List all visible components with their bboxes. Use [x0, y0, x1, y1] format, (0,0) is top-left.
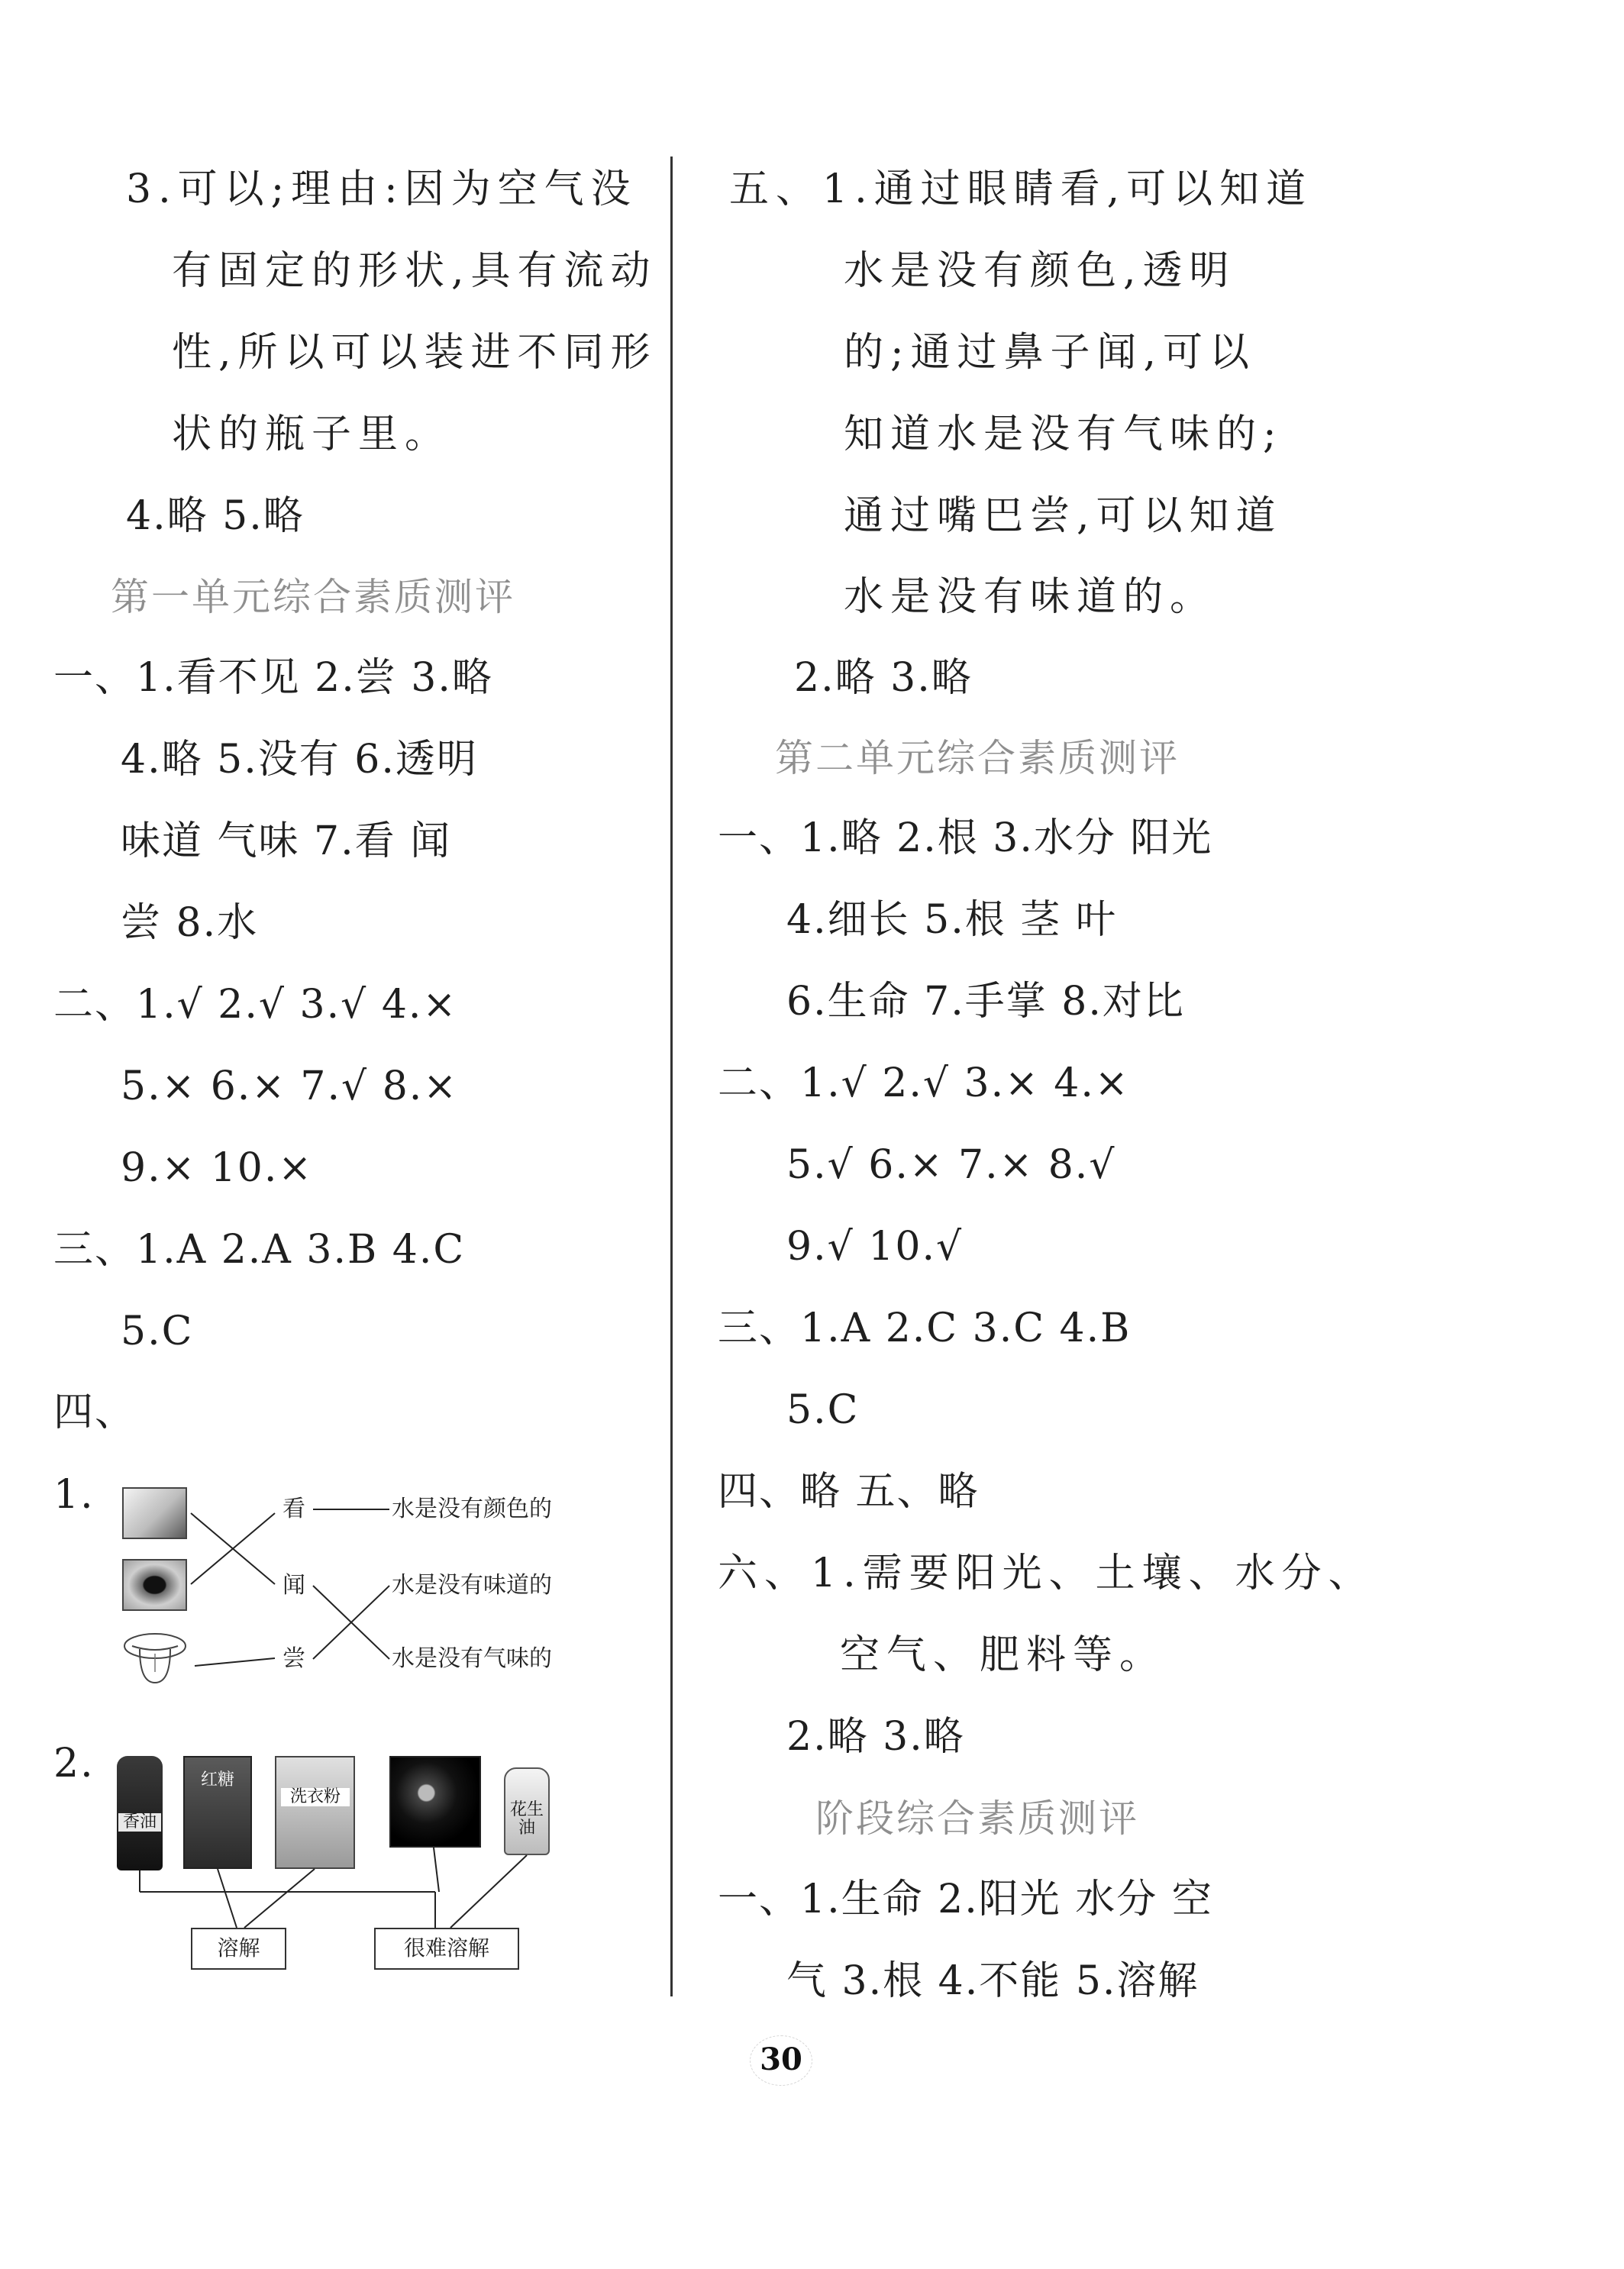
- right-line-2: 水是没有颜色,透明: [844, 248, 1236, 294]
- left-line-11: 二、1.√ 2.√ 3.√ 4.×: [53, 982, 458, 1028]
- right-line-6: 水是没有味道的。: [844, 574, 1217, 620]
- left-line-14: 三、1.A 2.A 3.B 4.C: [53, 1227, 466, 1273]
- left-line-13: 9.× 10.×: [121, 1145, 313, 1191]
- box-dissolve: 溶解: [191, 1928, 286, 1970]
- left-line-7: 一、1.看不见 2.尝 3.略: [53, 655, 493, 701]
- result-tasteless: 水是没有味道的: [392, 1572, 552, 1599]
- left-line-8: 4.略 5.没有 6.透明: [121, 737, 478, 783]
- right-line-18: 六、1.需要阳光、土壤、水分、: [718, 1551, 1375, 1596]
- right-line-14: 9.√ 10.√: [786, 1224, 964, 1270]
- result-colorless: 水是没有颜色的: [392, 1496, 552, 1522]
- right-line-9: 一、1.略 2.根 3.水分 阳光: [718, 815, 1213, 861]
- right-line-3: 的;通过鼻子闻,可以: [844, 330, 1257, 376]
- peanut-oil-label: 花生油: [510, 1800, 544, 1838]
- left-line-2: 有固定的形状,具有流动: [172, 248, 657, 294]
- section-heading-unit2: 第二单元综合素质测评: [775, 736, 1180, 780]
- left-line-16: 四、: [53, 1389, 137, 1435]
- brown-sugar-label: 红糖: [200, 1770, 234, 1790]
- right-line-20: 2.略 3.略: [786, 1714, 965, 1760]
- right-line-5: 通过嘴巴尝,可以知道: [844, 493, 1283, 539]
- right-line-4: 知道水是没有气味的;: [844, 412, 1283, 457]
- right-line-15: 三、1.A 2.C 3.C 4.B: [718, 1306, 1132, 1351]
- left-line-1: 3.可以;理由:因为空气没: [126, 166, 638, 212]
- right-line-23: 气 3.根 4.不能 5.溶解: [786, 1958, 1199, 2004]
- box-hard-to-dissolve: 很难溶解: [374, 1928, 519, 1970]
- page-number: 30: [739, 2029, 823, 2090]
- right-line-13: 5.√ 6.× 7.× 8.√: [786, 1142, 1116, 1188]
- section-heading-stage: 阶段综合素质测评: [815, 1796, 1139, 1841]
- section-heading-unit1: 第一单元综合素质测评: [111, 575, 515, 619]
- right-line-1: 五、1.通过眼睛看,可以知道: [729, 166, 1313, 212]
- left-line-4: 状的瓶子里。: [172, 412, 452, 457]
- right-line-19: 空气、肥料等。: [840, 1632, 1167, 1678]
- right-line-16: 5.C: [786, 1387, 860, 1433]
- figure1-number: 1.: [53, 1472, 95, 1518]
- left-line-5: 4.略 5.略: [126, 493, 305, 539]
- action-look: 看: [283, 1496, 305, 1522]
- left-line-3: 性,所以可以装进不同形: [172, 330, 657, 376]
- left-line-10: 尝 8.水: [121, 900, 259, 946]
- action-taste: 尝: [283, 1645, 305, 1672]
- right-line-11: 6.生命 7.手掌 8.对比: [786, 979, 1185, 1025]
- right-line-17: 四、略 五、略: [718, 1469, 980, 1515]
- result-odorless: 水是没有气味的: [392, 1645, 552, 1672]
- left-line-9: 味道 气味 7.看 闻: [121, 818, 452, 864]
- left-line-12: 5.× 6.× 7.√ 8.×: [121, 1063, 458, 1109]
- right-line-12: 二、1.√ 2.√ 3.× 4.×: [718, 1060, 1130, 1106]
- figure2-number: 2.: [53, 1741, 95, 1786]
- action-smell: 闻: [283, 1572, 305, 1599]
- right-line-7: 2.略 3.略: [794, 655, 973, 701]
- left-line-15: 5.C: [121, 1309, 194, 1354]
- right-line-22: 一、1.生命 2.阳光 水分 空: [718, 1877, 1213, 1922]
- detergent-label: 洗衣粉: [281, 1788, 350, 1806]
- right-line-10: 4.细长 5.根 茎 叶: [786, 897, 1117, 943]
- column-divider: [670, 157, 673, 1996]
- sesame-oil-label: 香油: [118, 1813, 161, 1832]
- matching-lines-2: [53, 0, 664, 2061]
